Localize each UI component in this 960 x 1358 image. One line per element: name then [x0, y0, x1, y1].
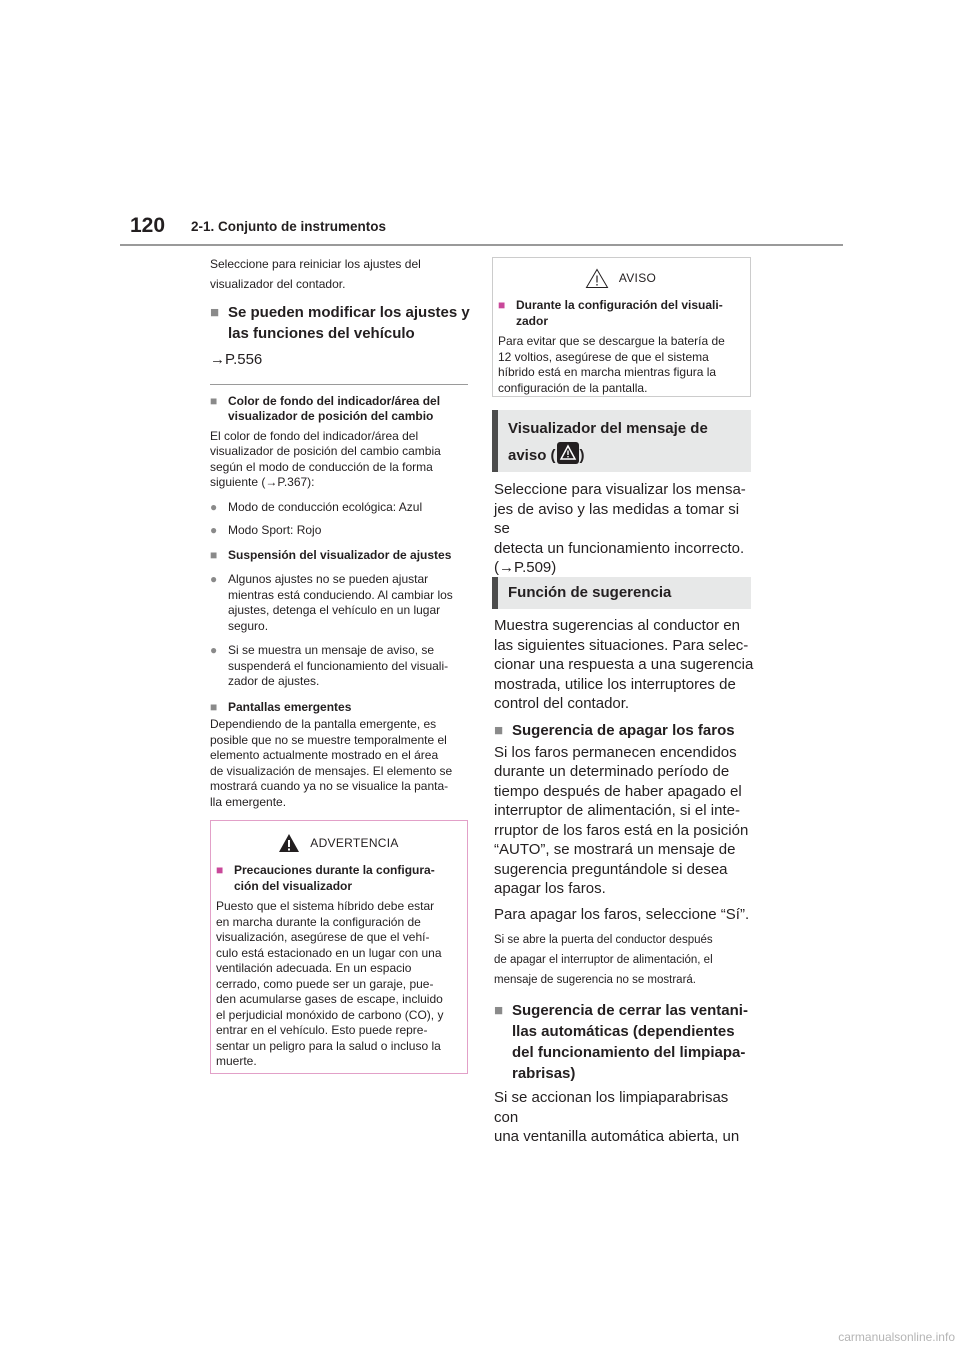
bullet-driving [210, 572, 472, 634]
heading-line: del funcionamiento del limpiapa- [512, 1044, 746, 1061]
aviso-box [492, 257, 751, 397]
bullet-text: Modo de conducción ecológica: Azul [228, 499, 423, 514]
body-line: jes de aviso y las medidas a tomar si se [494, 500, 740, 537]
body-line: entrar en el vehículo. Esto puede repre- [216, 1023, 428, 1037]
square-bullet-icon: ■ [210, 547, 218, 562]
banner-text: aviso ( [508, 447, 556, 464]
note-line: de apagar el interruptor de alimentación, el [494, 954, 713, 966]
warning-body [216, 899, 461, 1070]
header-rule [120, 244, 843, 246]
warning-box [210, 820, 468, 1074]
square-bullet-icon: ■ [498, 298, 506, 312]
warning-box-header [216, 829, 461, 857]
square-bullet-icon: ■ [494, 721, 504, 739]
body-line: den acumularse gases de escape, incluido [216, 992, 443, 1006]
banner-line [508, 442, 751, 469]
banner-message-display [492, 410, 751, 472]
heading-windows [494, 1000, 756, 1084]
intro-text [210, 254, 472, 294]
body-line: cionar una respuesta a una sugerencia [494, 656, 754, 673]
body-line: sugerencia preguntándole si desea [494, 860, 728, 878]
aviso-box-header [498, 266, 743, 290]
headlights-note [494, 930, 756, 990]
body-line: Muestra sugerencias al conductor en [494, 617, 740, 634]
heading-headlights [494, 720, 756, 741]
suggestion-section [494, 616, 756, 1147]
square-bullet-icon: ■ [210, 699, 218, 714]
body-line: visualización, asegúrese de que el vehí- [216, 930, 430, 944]
body-line: en marcha durante la configuración de [216, 914, 421, 929]
body-line: durante un determinado período de [494, 763, 730, 780]
body-line: Para evitar que se descargue la batería de [498, 334, 725, 348]
circle-bullet-icon: ● [210, 572, 218, 586]
heading-line: llas automáticas (dependientes [512, 1023, 735, 1040]
warning-triangle-icon [278, 833, 300, 853]
banner-text: Función de sugerencia [508, 584, 672, 601]
heading-suspension [210, 548, 472, 564]
circle-bullet-icon: ● [210, 499, 218, 514]
body-line: sentar un peligro para la salud o incluso la [216, 1038, 441, 1053]
headlights-body [494, 743, 756, 899]
body-line: Si los faros permanecen encendidos [494, 743, 737, 761]
body-line: posible que no se muestre temporalmente el [210, 732, 447, 747]
site-watermark [0, 1330, 960, 1344]
page-number: 120 [130, 214, 166, 237]
body-line: el perjudicial monóxido de carbono (CO), y [216, 1007, 444, 1022]
body-line: una ventanilla automática abierta, un [494, 1128, 740, 1145]
body-line: según el modo de conducción de la forma [210, 459, 433, 474]
heading-line: Suspensión del visualizador de ajustes [228, 547, 452, 562]
square-bullet-icon: ■ [216, 863, 224, 877]
heading-line: Sugerencia de apagar los faros [512, 721, 735, 739]
bullet-line: Si se muestra un mensaje de aviso, se [228, 643, 435, 657]
body-line: de visualización de mensajes. El elemento se [210, 763, 453, 778]
windows-body [494, 1088, 756, 1147]
popup-body [210, 717, 472, 810]
body-line: muerte. [216, 1054, 257, 1068]
aviso-body [498, 334, 743, 396]
suggestion-body [494, 616, 756, 714]
heading-line: ción del visualizador [234, 878, 353, 893]
heading-line: zador [516, 313, 549, 328]
heading-line: rabrisas) [512, 1065, 576, 1082]
body-line: detecta un funcionamiento incorrecto. [494, 539, 745, 557]
warning-heading [216, 863, 461, 894]
heading-modify-settings [210, 302, 472, 344]
body-line: interruptor de alimentación, si el inte- [494, 802, 740, 819]
circle-bullet-icon: ● [210, 643, 218, 657]
body-line: tiempo después de haber apagado el [494, 782, 742, 800]
bullet-line: suspenderá el funcionamiento del visuali- [228, 658, 449, 673]
message-body [494, 480, 756, 578]
intro-line: Seleccione para reiniciar los ajustes del visualizador del contador. [210, 257, 421, 291]
ref-p556: →P.556 [210, 351, 263, 368]
body-line: siguiente (→P.367): [210, 475, 315, 489]
square-bullet-icon: ■ [494, 1002, 504, 1019]
body-line: elemento actualmente mostrado en el área [210, 748, 439, 762]
body-line: apagar los faros. [494, 880, 606, 897]
headlights-action: Para apagar los faros, seleccione “Sí”. [494, 905, 750, 923]
heading-line: visualizador de posición del cambio [228, 409, 434, 423]
body-line: rruptor de los faros está en la posición [494, 821, 749, 839]
body-line: culo está estacionado en un lugar con una [216, 945, 442, 960]
watermark-text: carmanualsonline.info [838, 1330, 955, 1344]
square-bullet-icon: ■ [210, 393, 218, 408]
body-line: (→P.509) [494, 559, 557, 576]
note-line: Si se abre la puerta del conductor después [494, 934, 713, 946]
bullet-line: zador de ajustes. [228, 674, 320, 688]
heading-line: Precauciones durante la configura- [234, 863, 435, 877]
bullet-line: Algunos ajustes no se pueden ajustar [228, 572, 429, 586]
bullet-line: mientras está conduciendo. Al cambiar los [228, 587, 453, 602]
body-line: Seleccione para visualizar los mensa- [494, 481, 746, 498]
body-line: Si se accionan los limpiaparabrisas con [494, 1089, 729, 1126]
heading-line: Durante la configuración del visuali- [516, 298, 723, 312]
banner-line: Visualizador del mensaje de [508, 420, 708, 437]
heading-background-color [210, 394, 472, 425]
body-line: El color de fondo del indicador/área del [210, 428, 419, 443]
banner-text: ) [579, 447, 585, 464]
body-line: visualizador de posición del cambio cambia [210, 444, 441, 458]
heading-line: Se pueden modificar los ajustes y [228, 304, 470, 321]
bullet-line: seguro. [228, 618, 269, 633]
warning-label: ADVERTENCIA [310, 836, 399, 850]
left-column [210, 254, 472, 810]
body-line: configuración de la pantalla. [498, 380, 648, 395]
bullet-sport [210, 523, 472, 539]
aviso-heading [498, 298, 743, 329]
aviso-label: AVISO [618, 271, 657, 285]
heading-line: Pantallas emergentes [228, 699, 352, 714]
heading-line: Sugerencia de cerrar las ventani- [512, 1002, 748, 1019]
bullet-eco [210, 500, 472, 516]
banner-suggestion-function [492, 577, 751, 609]
body-line: mostrada, utilice los interruptores de [494, 675, 736, 693]
note-line: mensaje de sugerencia no se mostrará. [494, 974, 696, 986]
body-line: “AUTO”, se mostrará un mensaje de [494, 841, 736, 858]
warning-message-icon [557, 442, 579, 464]
body-line: Puesto que el sistema híbrido debe estar [216, 899, 435, 913]
body-line: Dependiendo de la pantalla emergente, es [210, 717, 437, 731]
page-header [0, 0, 960, 250]
color-body [210, 429, 472, 491]
body-line: lla emergente. [210, 794, 287, 809]
square-bullet-icon: ■ [210, 304, 220, 321]
heading-line: Color de fondo del indicador/área del [228, 393, 441, 408]
body-line: 12 voltios, asegúrese de que el sistema [498, 349, 709, 364]
heading-popup [210, 700, 472, 716]
body-line: control del contador. [494, 695, 630, 712]
bullet-line: ajustes, detenga el vehículo en un lugar [228, 603, 441, 617]
bullet-warning-msg [210, 643, 472, 690]
body-line: las siguientes situaciones. Para selec- [494, 636, 749, 654]
section-title: 2-1. Conjunto de instrumentos [191, 219, 387, 234]
heading-line: las funciones del vehículo [228, 325, 415, 342]
notice-triangle-icon [585, 268, 609, 289]
body-line: ventilación adecuada. En un espacio [216, 961, 412, 975]
bullet-text: Modo Sport: Rojo [228, 523, 322, 537]
body-line: cerrado, como puede ser un garaje, pue- [216, 976, 434, 991]
divider [210, 384, 468, 385]
body-line: híbrido está en marcha mientras figura la [498, 365, 717, 379]
body-line: mostrará cuando ya no se visualice la panta- [210, 779, 449, 793]
circle-bullet-icon: ● [210, 523, 218, 537]
